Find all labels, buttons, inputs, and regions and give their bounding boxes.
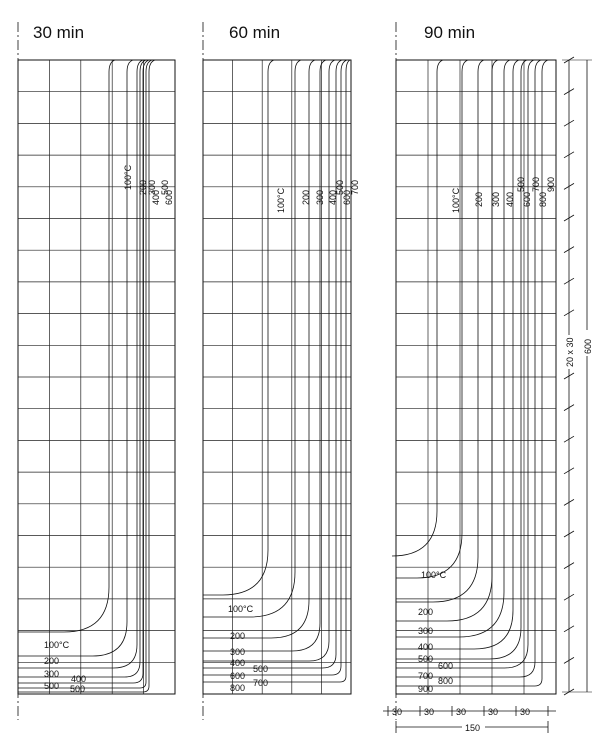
isotherm-label: 900 [418,684,434,694]
isotherm-line [396,60,548,686]
isotherm-label: 400 [328,189,338,205]
isotherm-label: 100°C [123,164,133,190]
isotherm-line [203,60,315,638]
isotherm-label: 300 [491,191,501,207]
isotherm-label: 300 [147,179,157,195]
isotherm-label: 400 [418,642,434,652]
isotherm-label: 500 [44,681,60,691]
isotherm-line [396,60,541,677]
isotherm-label: 600 [164,189,174,205]
isotherm-line [203,60,335,661]
isotherm-line [396,60,498,621]
isotherm-labels-vertical [123,164,174,205]
isotherm-label: 800 [438,676,454,686]
isotherm-label: 100°C [44,640,70,650]
isotherm-line [396,60,510,637]
isotherm-line [203,60,274,595]
isotherm-label: 500 [70,684,86,694]
panel-30min [18,22,175,720]
isotherm-label: 700 [253,678,269,688]
isotherm-label: 200 [230,631,246,641]
isotherm-label: 400 [71,674,87,684]
isotherm-line [396,60,484,602]
width-grid-label: 30 [456,707,467,717]
isotherm-label: 200 [474,191,484,207]
isotherm-labels-bottom [418,570,453,694]
isotherm-line [18,60,133,656]
isotherm-line [396,60,527,659]
isotherm-labels-bottom [44,640,86,694]
isotherm-line [392,60,443,556]
isotherm-label: 300 [44,669,60,679]
panel-title: 60 min [229,23,281,42]
isotherm-curves [392,60,548,686]
isotherm-line [18,60,149,683]
isotherm-label: 700 [531,176,541,192]
isotherm-label: 700 [418,671,434,681]
isotherm-label: 700 [350,179,360,195]
isotherm-label: 200 [44,656,60,666]
isotherm-label: 100°C [421,570,447,580]
isotherm-label: 200 [418,607,434,617]
panel-90min [392,22,556,720]
isotherm-label: 500 [335,179,345,195]
isotherm-line [203,60,350,682]
isotherm-label: 600 [522,191,532,207]
isotherm-labels-vertical [451,177,556,213]
isotherm-label: 300 [315,189,325,205]
width-grid-label: 30 [520,707,531,717]
panel-60min [203,22,360,720]
isotherm-label: 300 [418,626,434,636]
isotherm-labels-vertical [276,180,360,213]
isotherm-label: 300 [230,647,246,657]
isotherm-label: 400 [505,191,515,207]
dimension-annotations [383,57,593,733]
isotherm-line [203,60,347,675]
isotherm-label: 100°C [228,604,254,614]
isotherm-line [396,60,519,649]
isotherm-label: 800 [538,191,548,207]
isotherm-curves [203,60,350,682]
isotherm-label: 500 [160,179,170,195]
isotherm-label: 800 [230,683,246,693]
width-grid-label: 30 [392,707,403,717]
isotherm-label: 400 [151,189,161,205]
isotherm-label: 900 [546,176,556,192]
isotherm-label: 600 [438,661,454,671]
isotherm-label: 600 [342,189,352,205]
isotherm-line [203,60,326,651]
isotherm-label: 600 [230,671,246,681]
isotherm-line [396,60,468,578]
isotherm-label: 500 [253,664,269,674]
isotherm-label: 200 [301,189,311,205]
height-grid-label: 20 x 30 [565,337,575,367]
width-total-label: 150 [465,723,481,733]
isotherm-label: 100°C [276,187,286,213]
width-grid-label: 30 [424,707,435,717]
panel-title: 30 min [33,23,85,42]
grid-mesh [18,60,175,694]
isotherm-line [18,60,115,632]
isotherm-line [18,60,152,688]
isotherm-label: 400 [230,658,246,668]
isotherm-label: 200 [138,179,148,195]
isotherm-line [203,60,301,617]
isotherm-label: 500 [418,654,434,664]
isotherm-label: 500 [516,176,526,192]
panel-title: 90 min [424,23,476,42]
height-total-label: 600 [583,338,593,354]
width-grid-label: 30 [488,707,499,717]
grid-mesh [396,60,556,694]
isotherm-label: 100°C [451,187,461,213]
